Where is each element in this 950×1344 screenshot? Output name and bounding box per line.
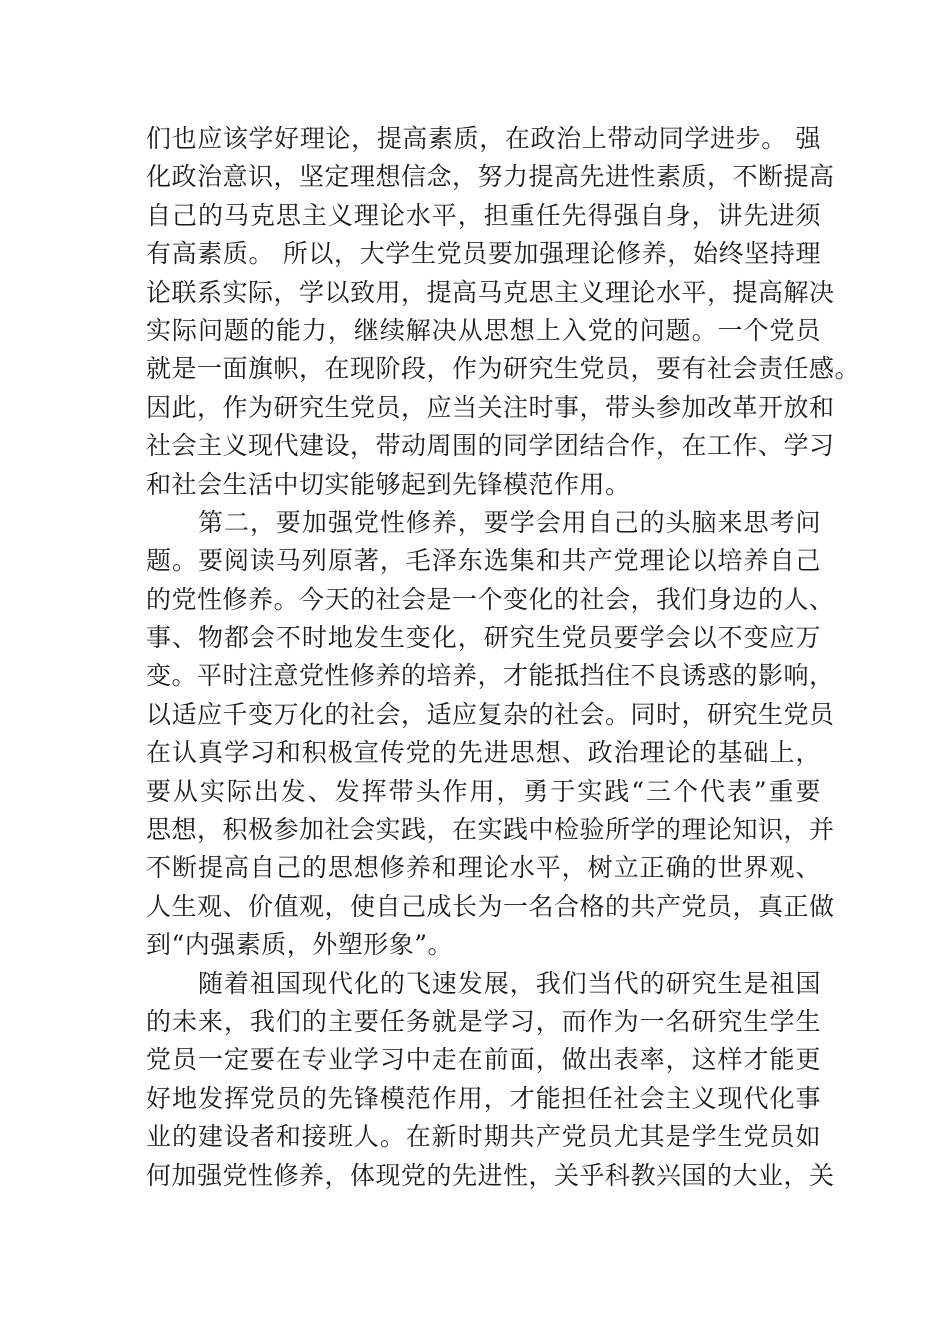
text-line: 有高素质。 所以，大学生党员要加强理论修养，始终坚持理 xyxy=(146,239,821,269)
text-line: 思想，积极参加社会实践，在实践中检验所学的理论知识，并 xyxy=(146,815,835,845)
text-line: 题。要阅读马列原著，毛泽东选集和共产党理论以培养自己 xyxy=(146,546,821,576)
text-line: 们也应该学好理论，提高素质，在政治上带动同学进步。 强 xyxy=(146,124,821,153)
text-line: 事、物都会不时地发生变化，研究生党员要学会以不变应万 xyxy=(146,623,821,653)
text-line: 到“内强素质，外塑形象”。 xyxy=(146,930,454,960)
text-line: 党员一定要在专业学习中走在前面，做出表率，这样才能更 xyxy=(146,1045,821,1075)
text-line: 实际问题的能力，继续解决从思想上入党的问题。一个党员 xyxy=(146,315,821,345)
text-line: 变。平时注意党性修养的培养，才能抵挡住不良诱惑的影响， xyxy=(146,661,835,691)
text-line: 业的建设者和接班人。在新时期共产党员尤其是学生党员如 xyxy=(146,1122,821,1152)
text-line: 要从实际出发、发挥带头作用，勇于实践“三个代表”重要 xyxy=(146,776,821,806)
text-line: 以适应千变万化的社会，适应复杂的社会。同时，研究生党员 xyxy=(146,699,835,729)
paragraph-start-line: 第二，要加强党性修养，要学会用自己的头脑来思考问 xyxy=(198,507,821,537)
text-line: 论联系实际，学以致用，提高马克思主义理论水平，提高解决 xyxy=(146,277,835,307)
text-line: 社会主义现代建设，带动周围的同学团结合作，在工作、学习 xyxy=(146,431,835,461)
text-line: 的党性修养。今天的社会是一个变化的社会，我们身边的人、 xyxy=(146,584,835,614)
text-line: 化政治意识，坚定理想信念，努力提高先进性素质，不断提高 xyxy=(146,162,835,192)
text-line: 人生观、价值观，使自己成长为一名合格的共产党员，真正做 xyxy=(146,891,835,921)
text-line: 自己的马克思主义理论水平，担重任先得强自身，讲先进须 xyxy=(146,200,821,230)
text-line: 就是一面旗帜，在现阶段，作为研究生党员，要有社会责任感。 xyxy=(146,354,861,384)
text-line: 的未来，我们的主要任务就是学习，而作为一名研究生学生 xyxy=(146,1006,821,1036)
text-line: 何加强党性修养，体现党的先进性，关乎科教兴国的大业，关 xyxy=(146,1160,835,1190)
text-line: 在认真学习和积极宣传党的先进思想、政治理论的基础上， xyxy=(146,738,821,768)
paragraph-start-line: 随着祖国现代化的飞速发展，我们当代的研究生是祖国 xyxy=(198,968,821,998)
text-line: 因此，作为研究生党员，应当关注时事，带头参加改革开放和 xyxy=(146,392,835,422)
text-line: 和社会生活中切实能够起到先锋模范作用。 xyxy=(146,469,631,499)
body-text xyxy=(146,120,861,1195)
text-line: 不断提高自己的思想修养和理论水平，树立正确的世界观、 xyxy=(146,853,821,883)
text-line: 好地发挥党员的先锋模范作用，才能担任社会主义现代化事 xyxy=(146,1083,821,1113)
